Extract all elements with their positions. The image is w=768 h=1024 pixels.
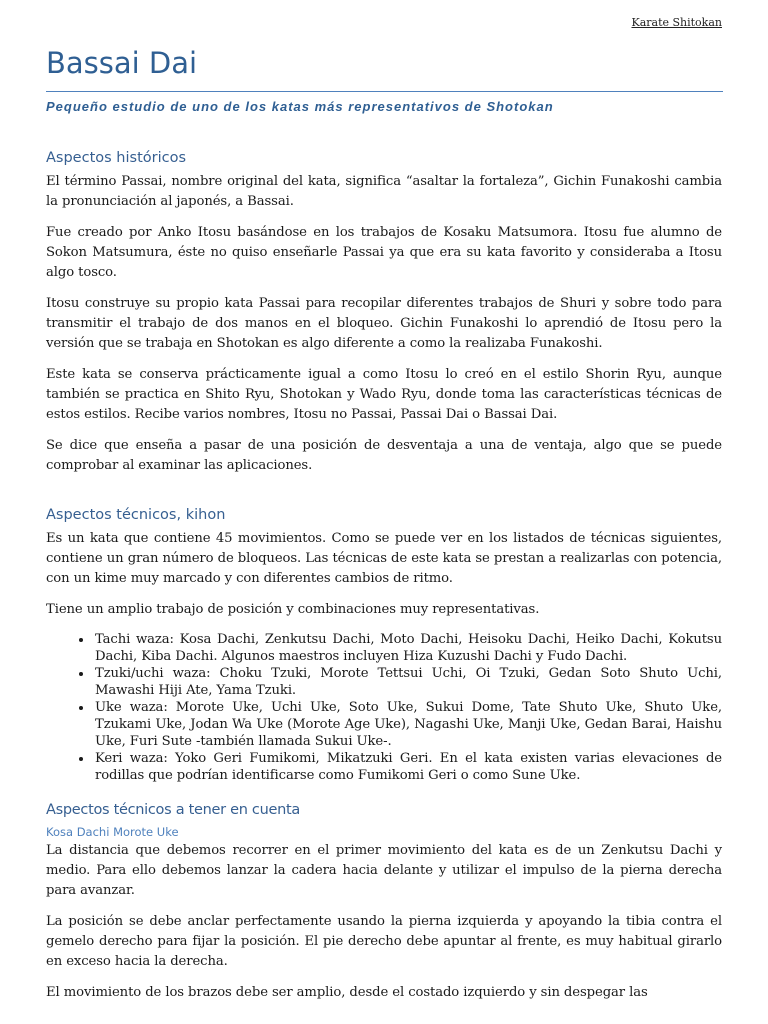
paragraph: Es un kata que contiene 45 movimientos. Como se puede ver en los listados de técnicas siguientes, contiene un gran número de bloqueos. Las técnicas de este kata se prestan a realizarlas con potencia, con un kime muy marcado y con diferentes cambios de ritmo. <box>46 531 722 586</box>
document-subtitle: Pequeño estudio de uno de los katas más representativos de Shotokan <box>46 99 554 114</box>
document-body <box>46 148 722 1014</box>
running-header: Karate Shitokan <box>631 16 722 29</box>
list-item: • Keri waza: Yoko Geri Fumikomi, Mikatzuki Geri. En el kata existen varias elevaciones de rodillas que podrían identificarse como Fumikomi Geri o como Sune Uke. <box>93 750 722 784</box>
paragraph: La distancia que debemos recorrer en el primer movimiento del kata es de un Zenkutsu Dachi y medio. Para ello debemos lanzar la cadera hacia delante y utilizar el impulso de la pierna derecha para avanzar. <box>46 843 722 898</box>
paragraph: Se dice que enseña a pasar de una posición de desventaja a una de ventaja, algo que se puede comprobar al examinar las aplicaciones. <box>46 438 722 473</box>
section-technical-kihon <box>46 505 722 784</box>
title-divider <box>46 91 723 92</box>
paragraph: Tiene un amplio trabajo de posición y combinaciones muy representativas. <box>46 602 540 617</box>
technique-list <box>46 631 722 784</box>
paragraph: La posición se debe anclar perfectamente usando la pierna izquierda y apoyando la tibia contra el gemelo derecho para fijar la posición. El pie derecho debe apuntar al frente, es muy habitual girarlo en exceso hacia la derecha. <box>46 914 722 969</box>
section-heading: Aspectos históricos <box>46 150 187 166</box>
section-heading: Aspectos técnicos, kihon <box>46 507 226 523</box>
section-historical <box>46 148 722 476</box>
list-item: • Uke waza: Morote Uke, Uchi Uke, Soto Uke, Sukui Dome, Tate Shuto Uke, Shuto Uke, Tzukami Uke, Jodan Wa Uke (Morote Age Uke), Nagashi Uke, Manji Uke, Gedan Barai, Haishu Uke, Furi Sute -también llamada Sukui Uke-. <box>93 699 722 750</box>
paragraph: Fue creado por Anko Itosu basándose en los trabajos de Kosaku Matsumora. Itosu fue alumno de Sokon Matsumura, éste no quiso enseñarle Passai ya que era su kata favorito y consideraba a Itosu algo tosco. <box>46 225 722 280</box>
paragraph: Este kata se conserva prácticamente igual a como Itosu lo creó en el estilo Shorin Ryu, aunque también se practica en Shito Ryu, Shotokan y Wado Ryu, donde toma las características técnicas de estos estilos. Recibe varios nombres, Itosu no Passai, Passai Dai o Bassai Dai. <box>46 367 722 422</box>
paragraph: Itosu construye su propio kata Passai para recopilar diferentes trabajos de Shuri y sobre todo para transmitir el trabajo de dos manos en el bloqueo. Gichin Funakoshi lo aprendió de Itosu pero la versión que se trabaja en Shotokan es algo diferente a como la realizaba Funakoshi. <box>46 296 722 351</box>
list-item: • Tzuki/uchi waza: Choku Tzuki, Morote Tettsui Uchi, Oi Tzuki, Gedan Soto Shuto Uchi, Mawashi Hiji Ate, Yama Tzuki. <box>93 665 722 699</box>
document-title: Bassai Dai <box>46 46 198 80</box>
list-item: • Tachi waza: Kosa Dachi, Zenkutsu Dachi, Moto Dachi, Heisoku Dachi, Heiko Dachi, Kokutsu Dachi, Kiba Dachi. Algunos maestros incluyen Hiza Kuzushi Dachi y Fudo Dachi. <box>93 631 722 665</box>
subsection-heading: Kosa Dachi Morote Uke <box>46 825 179 839</box>
section-technical-notes <box>46 800 722 1003</box>
spacer <box>46 487 722 505</box>
paragraph: El término Passai, nombre original del kata, significa “asaltar la fortaleza”, Gichin Funakoshi cambia la pronunciación al japonés, a Bassai. <box>46 174 722 209</box>
paragraph: El movimiento de los brazos debe ser amplio, desde el costado izquierdo y sin despegar las <box>46 985 648 1000</box>
section-heading: Aspectos técnicos a tener en cuenta <box>46 802 300 818</box>
